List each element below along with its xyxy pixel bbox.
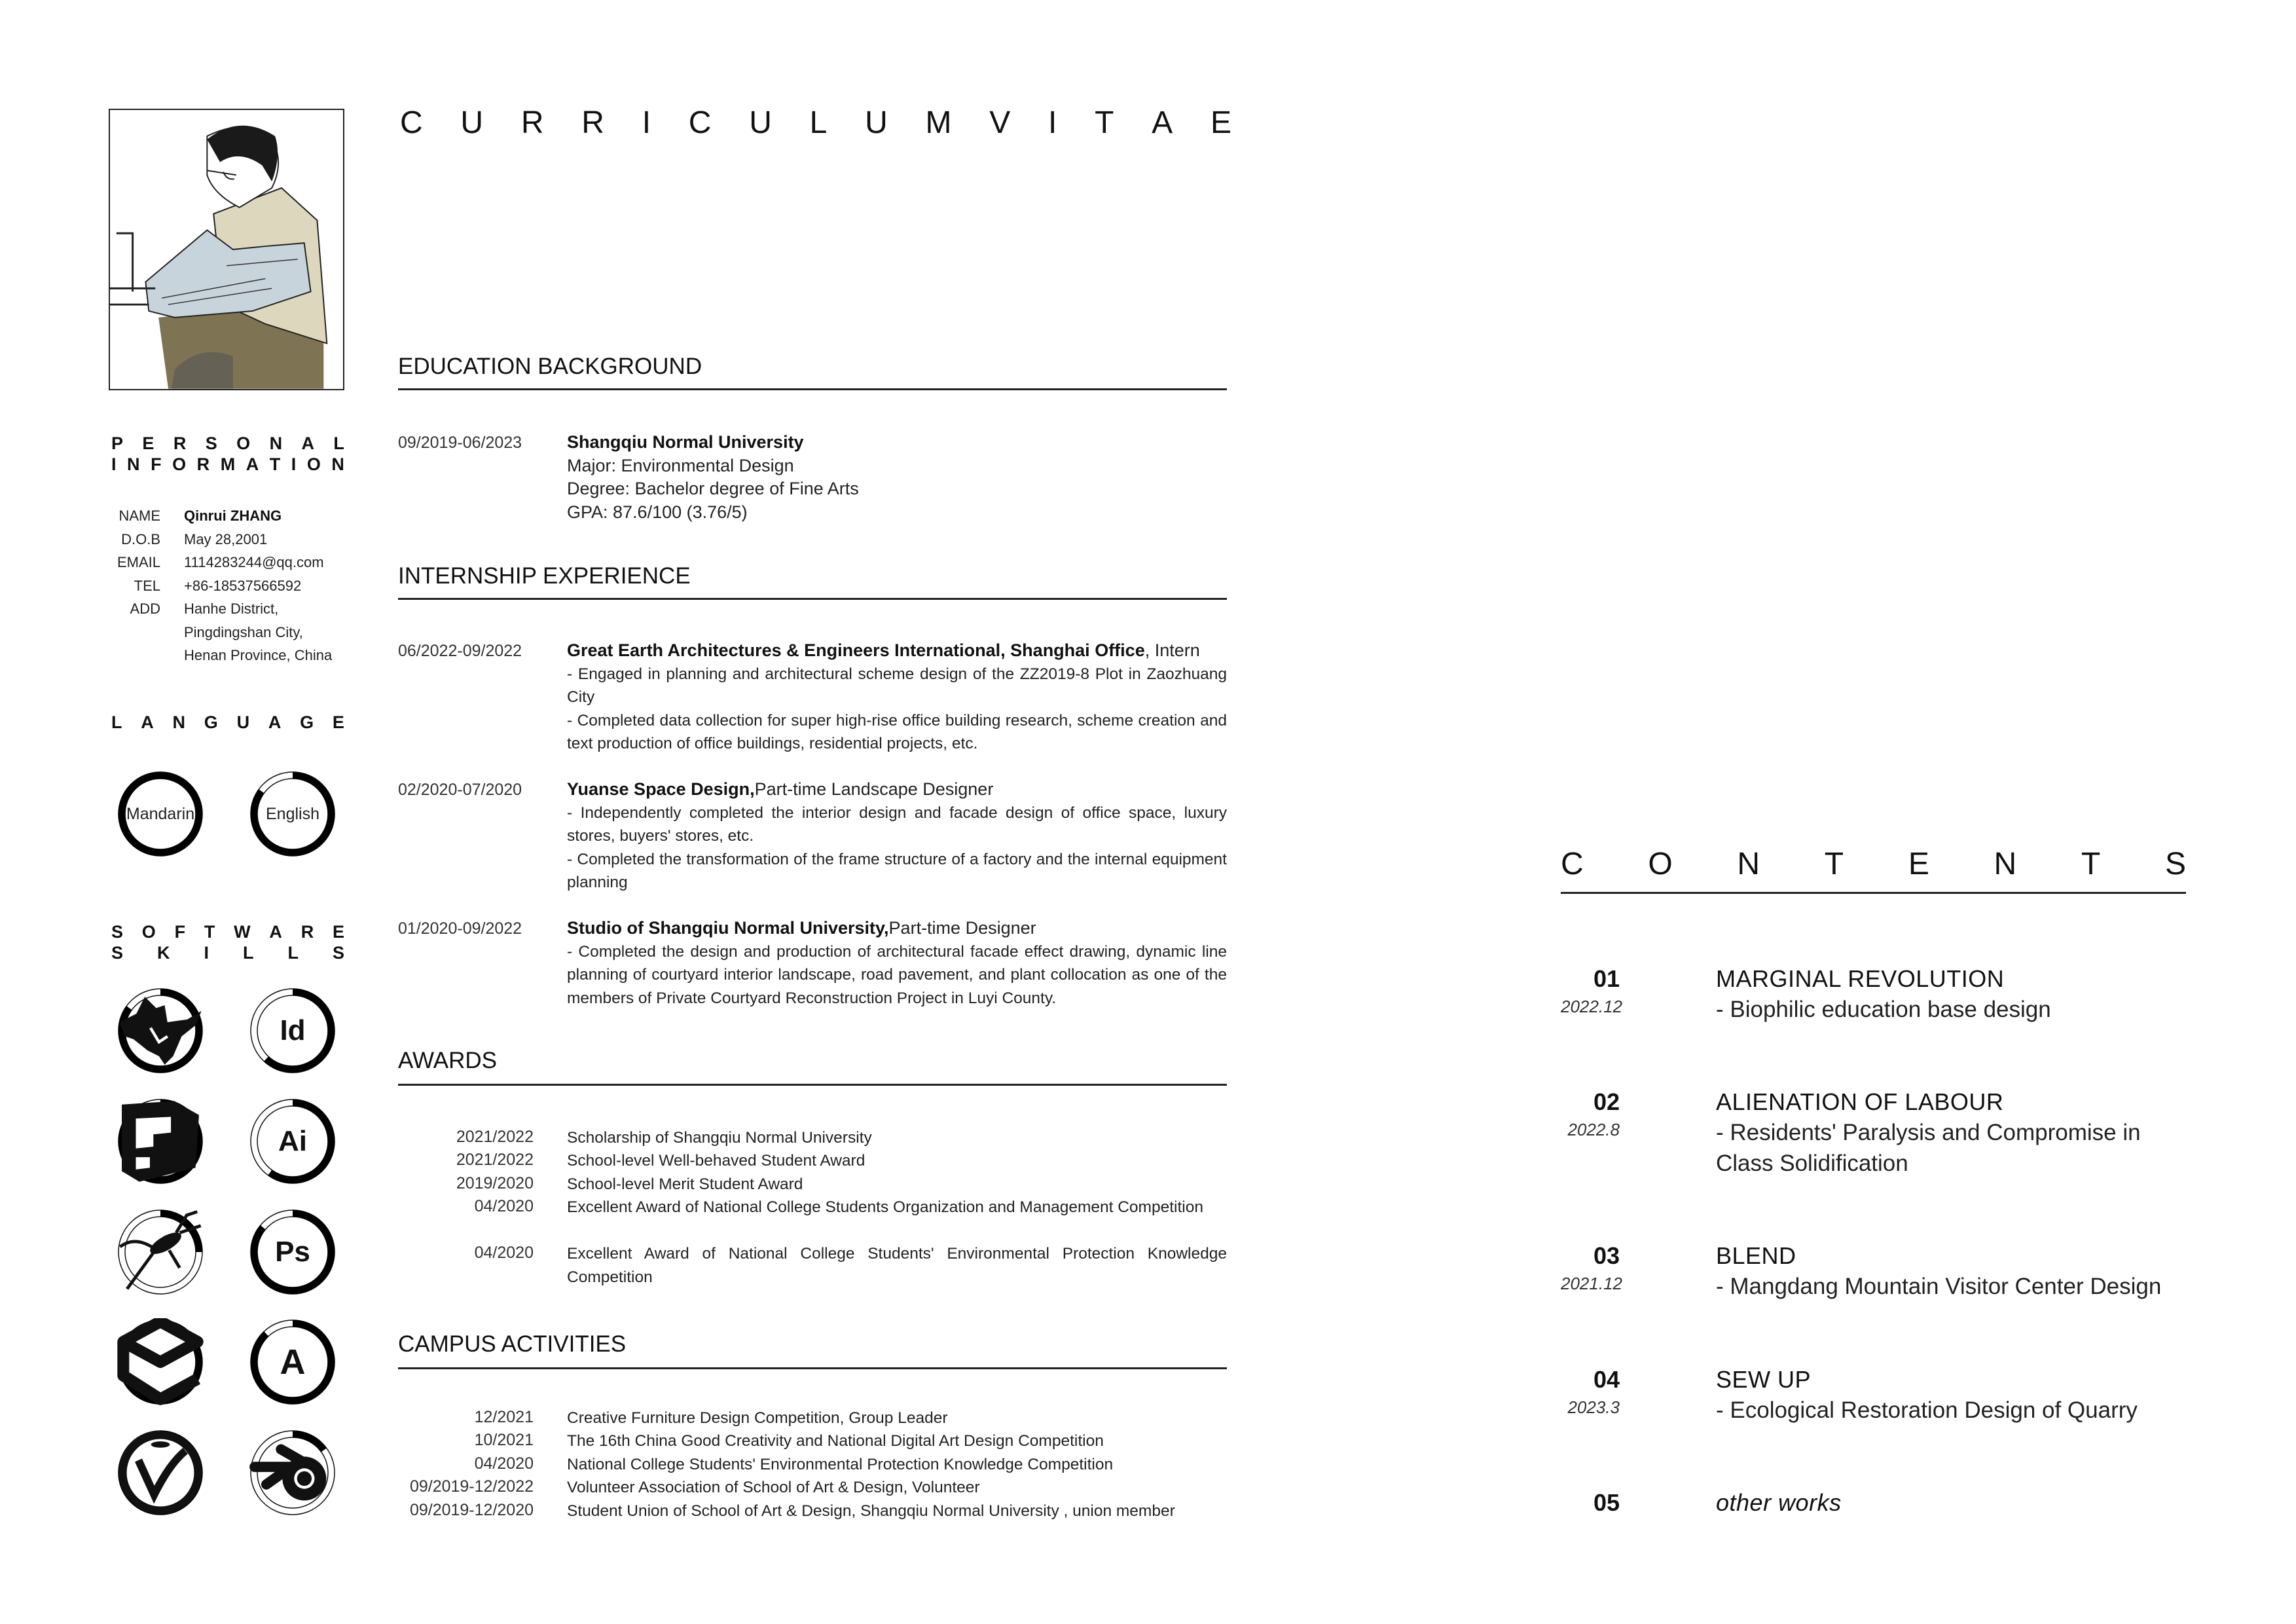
sketchup-icon [117, 1098, 204, 1185]
photoshop-icon: Ps [275, 1236, 310, 1268]
divider [398, 1084, 1227, 1086]
info-row-email: EMAIL 1114283244@qq.com [105, 551, 332, 574]
role: Part-time Designer [888, 918, 1036, 938]
language-label: Mandarin [126, 804, 195, 823]
blender-icon [249, 1429, 337, 1517]
enscape-icon [117, 1318, 204, 1406]
vray-icon [117, 1429, 204, 1517]
role: , Intern [1144, 640, 1200, 660]
activity-text: The 16th China Good Creativity and National Digital Art Design Competition [567, 1432, 1104, 1450]
info-row-tel: TEL +86-18537566592 [105, 574, 332, 598]
contents-item-title[interactable]: ALIENATION OF LABOUR [1716, 1088, 2004, 1115]
title-letter: R [520, 105, 544, 140]
language-label: English [266, 804, 319, 823]
contents-item-title[interactable]: SEW UP [1716, 1366, 1812, 1393]
autocad-icon: A [280, 1342, 306, 1382]
activity-date: 04/2020 [474, 1454, 534, 1473]
grasshopper-icon [117, 1208, 204, 1296]
title-letter: I [642, 105, 651, 140]
internship-date: 01/2020-09/2022 [398, 919, 522, 938]
contents-item-date: 2021.12 [1561, 1274, 1622, 1293]
title-letter: V [989, 105, 1011, 140]
bullet: - Independently completed the interior design and facade design of office space, luxury stores, buyers' stores, etc. [567, 803, 1227, 845]
title-letter: C [688, 105, 712, 140]
org-name: Yuanse Space Design, [567, 779, 755, 799]
skill-ring-autocad [249, 1318, 337, 1406]
activity-text: Student Union of School of Art & Design, Shangqiu Normal University , union member [567, 1502, 1175, 1520]
rhino-icon [117, 987, 204, 1075]
indesign-icon: Id [280, 1014, 306, 1046]
personal-info-heading-line2: I N F O R M A T I O N [111, 454, 344, 474]
contents-item-number: 02 [1593, 1088, 1620, 1115]
contents-item-number: 03 [1593, 1242, 1620, 1269]
contents-item-number: 04 [1593, 1366, 1620, 1393]
award-text: School-level Well-behaved Student Award [567, 1152, 866, 1170]
award-date: 04/2020 [474, 1244, 534, 1262]
internship-entry [567, 639, 1227, 756]
title-letter: I [1048, 105, 1057, 140]
skill-ring-enscape [117, 1318, 204, 1406]
contents-divider [1561, 892, 2186, 894]
contents-item-date: 2022.12 [1561, 997, 1622, 1016]
org-name: Studio of Shangqiu Normal University, [567, 918, 889, 938]
activity-date: 12/2021 [474, 1408, 534, 1426]
skill-ring-sketchup [117, 1098, 204, 1185]
education-entry [567, 431, 1227, 524]
award-text: Excellent Award of National College Students Organization and Management Competition [567, 1198, 1203, 1216]
tel-value: +86-18537566592 [184, 577, 302, 594]
language-ring-mandarin [117, 770, 204, 858]
activity-text: Volunteer Association of School of Art & Design, Volunteer [567, 1479, 980, 1496]
info-row-name: NAME Qinrui ZHANG [105, 504, 332, 528]
skill-ring-illustrator [249, 1098, 337, 1185]
dob-value: May 28,2001 [184, 530, 268, 547]
title-letter: E [1210, 105, 1231, 140]
major: Major: Environmental Design [567, 455, 794, 475]
internship-entry [567, 917, 1227, 1010]
personal-info-table [105, 504, 332, 667]
bullet: - Completed the design and production of architectural facade effect drawing, dynamic line planning of courtyard interior landscape, road pavement, and plant collocation as one of the members of Private Courtyard Reconstruction Project in Luyi County. [567, 942, 1227, 1007]
skill-ring-rhino [117, 987, 204, 1075]
role: Part-time Landscape Designer [754, 779, 994, 799]
contents-item-number: 05 [1593, 1489, 1620, 1516]
contents-item-date: 2023.3 [1567, 1397, 1620, 1417]
info-row-address-3 [105, 644, 332, 667]
address-line-1: Hanhe District, [184, 600, 279, 617]
title-letter: R [581, 105, 604, 140]
skill-ring-photoshop [249, 1208, 337, 1296]
internship-date: 02/2020-07/2020 [398, 781, 522, 799]
internship-entry [567, 778, 1227, 895]
divider [398, 388, 1227, 390]
profile-portrait [109, 109, 344, 390]
org-name: Great Earth Architectures & Engineers International, Shanghai Office [567, 640, 1145, 660]
software-skills-heading: S O F T W A R E [111, 922, 344, 942]
title-letter: M [925, 105, 952, 140]
awards-heading: AWARDS [398, 1048, 498, 1073]
title-letter: U [460, 105, 484, 140]
portrait-sketch-icon [110, 110, 343, 389]
activity-date: 10/2021 [474, 1431, 534, 1449]
contents-item-date: 2022.8 [1567, 1120, 1620, 1139]
title-letter: U [749, 105, 772, 140]
language-ring-english [249, 770, 337, 858]
title-letter: C [400, 105, 423, 140]
education-heading: EDUCATION BACKGROUND [398, 354, 702, 379]
title-letter: T [1095, 105, 1114, 140]
contents-item-subtitle: - Mangdang Mountain Visitor Center Design [1716, 1274, 2162, 1299]
skill-ring-grasshopper [117, 1208, 204, 1296]
award-date: 2021/2022 [456, 1128, 534, 1146]
activity-date: 09/2019-12/2022 [409, 1477, 534, 1496]
contents-item-subtitle: - Biophilic education base design [1716, 997, 2051, 1022]
contents-item-number: 01 [1593, 965, 1620, 992]
email-value[interactable]: 1114283244@qq.com [184, 554, 324, 570]
skill-ring-indesign [249, 987, 337, 1075]
title-letter: U [865, 105, 888, 140]
contents-item-subtitle: - Residents' Paralysis and Compromise in Class Solidification [1716, 1120, 2141, 1176]
education-date: 09/2019-06/2023 [398, 434, 522, 452]
bullet: - Completed data collection for super high-rise office building research, scheme creation and text production of office buildings, residential projects, etc. [567, 711, 1227, 752]
bullet: - Engaged in planning and architectural scheme design of the ZZ2019-8 Plot in Zaozhuang City [567, 665, 1227, 706]
skill-ring-blender [249, 1429, 337, 1517]
divider [398, 1367, 1227, 1369]
award-date: 04/2020 [474, 1197, 534, 1215]
bullet: - Completed the transformation of the frame structure of a factory and the internal equipment planning [567, 850, 1227, 891]
award-text: School-level Merit Student Award [567, 1175, 803, 1193]
award-text: Scholarship of Shangqiu Normal University [567, 1129, 872, 1147]
contents-heading: C O N T E N T S [1561, 847, 2186, 881]
info-row-address-2 [105, 621, 332, 644]
name-value: Qinrui ZHANG [184, 507, 282, 524]
internship-date: 06/2022-09/2022 [398, 642, 522, 660]
illustrator-icon: Ai [278, 1125, 307, 1157]
contents-item-title[interactable]: MARGINAL REVOLUTION [1716, 965, 2005, 992]
contents-item-title[interactable]: BLEND [1716, 1242, 1796, 1269]
activity-date: 09/2019-12/2020 [409, 1501, 534, 1519]
award-text: Excellent Award of National College Students' Environmental Protection Knowledge Competition [567, 1245, 1227, 1286]
contents-item-subtitle: - Ecological Restoration Design of Quarry [1716, 1397, 2138, 1423]
address-line-3: Henan Province, China [184, 647, 333, 663]
school-name: Shangqiu Normal University [567, 432, 804, 452]
award-date: 2021/2022 [456, 1151, 534, 1169]
degree: Degree: Bachelor degree of Fine Arts [567, 479, 859, 498]
page-title [400, 105, 1231, 141]
info-row-address: ADD Hanhe District, [105, 597, 332, 621]
software-skills-heading-line2: S K I L L S [111, 943, 344, 963]
contents-item-title[interactable]: other works [1716, 1489, 1842, 1516]
internship-heading: INTERNSHIP EXPERIENCE [398, 563, 691, 589]
activity-text: National College Students' Environmental Protection Knowledge Competition [567, 1456, 1114, 1473]
education-section-header [398, 354, 1227, 380]
awards-section-header [398, 1048, 1227, 1074]
award-date: 2019/2020 [456, 1174, 534, 1192]
skill-ring-vray [117, 1429, 204, 1517]
personal-info-heading: P E R S O N A L [111, 434, 344, 453]
address-line-2: Pingdingshan City, [184, 623, 303, 640]
gpa: GPA: 87.6/100 (3.76/5) [567, 502, 748, 522]
language-heading: L A N G U A G E [111, 712, 344, 732]
title-letter: A [1152, 105, 1173, 140]
activity-text: Creative Furniture Design Competition, Group Leader [567, 1409, 948, 1427]
divider [398, 598, 1227, 600]
campus-activities-heading: CAMPUS ACTIVITIES [398, 1331, 627, 1357]
campus-activities-section-header [398, 1331, 1227, 1357]
info-row-dob: D.O.B May 28,2001 [105, 528, 332, 551]
internship-section-header [398, 563, 1227, 589]
title-letter: L [809, 105, 828, 140]
